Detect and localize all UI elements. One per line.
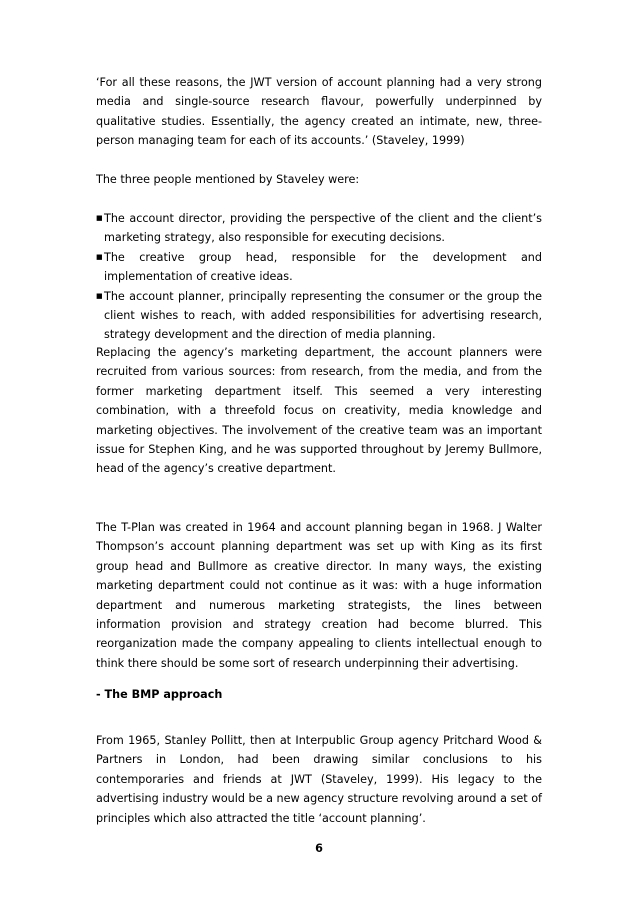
section-heading: - The BMP approach — [96, 688, 223, 701]
replacing-paragraph: Replacing the agency’s marketing department, the account planners were recruited from various sources: from research, from the media, and from the former marketing department itself. This seemed a very interesting combination, with a threefold focus on creativity, media knowledge and marketing objectives. The involvement of the creative team was an important issue for Stephen King, and he was supported throughout by Jeremy Bullmore, head of the agency’s creative department. — [96, 346, 542, 476]
list-item-text: The creative group head, responsible for the development and implementation of creative ideas. — [104, 250, 542, 284]
list-item — [96, 287, 542, 345]
list-item — [96, 248, 542, 287]
square-bullet-icon: ■ — [96, 291, 103, 300]
bmp-paragraph: From 1965, Stanley Pollitt, then at Interpublic Group agency Pritchard Wood & Partners in London, had been drawing similar conclusions to his contemporaries and friends at JWT (Staveley, 1999). His legacy to the advertising industry would be a new agency structure revolving around a set of principles which also attracted the title ‘account planning’. — [96, 734, 542, 825]
square-bullet-icon: ■ — [96, 214, 103, 222]
list-item-text: The account planner, principally representing the consumer or the group the client wishes to reach, with added responsibilities for advertising research, strategy development and the direction of media planning. — [104, 289, 542, 342]
page-number: 6 — [315, 842, 323, 855]
quote-paragraph: ‘For all these reasons, the JWT version of account planning had a very strong media and single-source research flavour, powerfully underpinned by qualitative studies. Essentially, the agency created an intimate, new, three-person managing team for each of its accounts.’ (Staveley, 1999) — [96, 76, 542, 148]
square-bullet-icon: ■ — [96, 252, 103, 261]
roles-bullet-list — [96, 209, 542, 345]
list-item-text: The account director, providing the perspective of the client and the client’s marketing strategy, also responsible for executing decisions. — [104, 212, 542, 245]
tplan-paragraph: The T-Plan was created in 1964 and account planning began in 1968. J Walter Thompson’s account planning department was set up with King as its first group head and Bullmore as creative director. In many ways, the existing marketing department could not continue as it was: with a huge information department and numerous marketing strategists, the lines between information provision and strategy creation had become blurred. This reorganization made the company appealing to clients intellectual enough to think there should be some sort of research underpinning their advertising. — [96, 521, 542, 670]
list-item — [96, 209, 542, 248]
intro-paragraph: The three people mentioned by Staveley were: — [96, 173, 360, 186]
